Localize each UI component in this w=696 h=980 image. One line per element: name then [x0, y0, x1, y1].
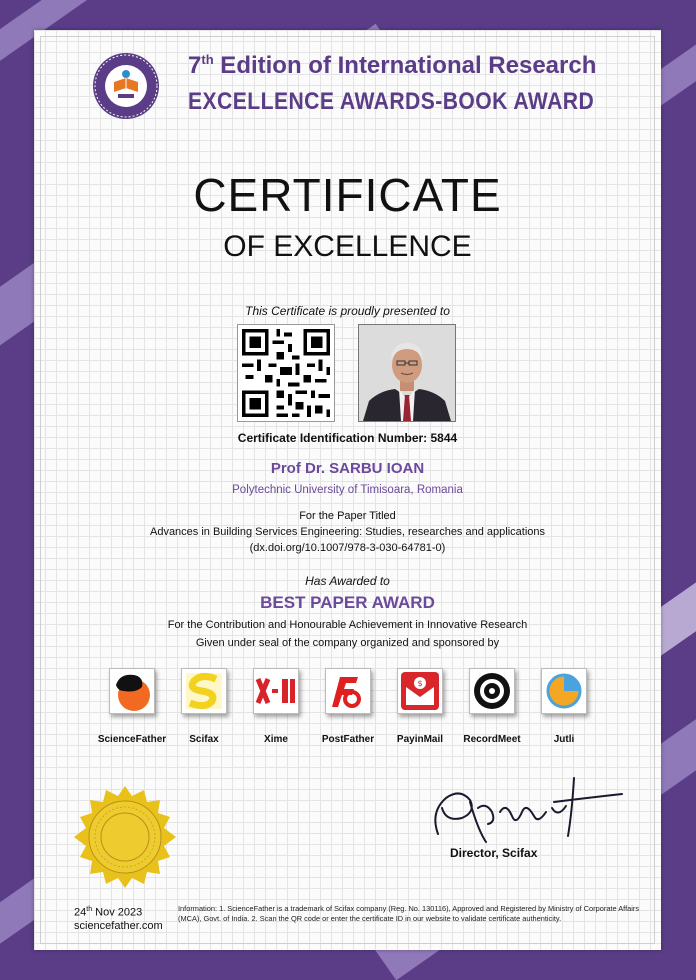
edition-heading: 7th Edition of International Research — [188, 52, 597, 79]
sponsor-xime — [236, 668, 316, 745]
award-intro: Has Awarded to — [305, 574, 390, 588]
award-contribution: For the Contribution and Honourable Achievement in Innovative Research — [167, 619, 528, 631]
footer-information: Information: 1. ScienceFather is a trademark of Scifax company (Reg. No. 130116), Approved and Registered by Ministry of Corporate Affairs (MCA), Govt. of India. 2. Scan the QR code or enter the certificate ID in our website to validate certificate authenticity. — [178, 904, 640, 923]
certificate-subtitle: OF EXCELLENCE — [223, 230, 472, 263]
xime-logo-icon — [254, 669, 298, 713]
sponsor-label: PayinMail — [396, 734, 444, 745]
director-signature — [426, 772, 626, 852]
jutli-logo-icon — [542, 669, 586, 713]
issue-date: 24th Nov 2023 — [74, 906, 143, 919]
sponsor-scifax — [164, 668, 244, 745]
gold-seal-icon — [72, 784, 178, 890]
sponsor-label: Xime — [264, 734, 288, 745]
sponsor-sciencefather — [92, 668, 172, 745]
postfather-logo-icon — [326, 669, 370, 713]
paper-intro: For the Paper Titled — [299, 510, 396, 522]
sponsor-label: ScienceFather — [97, 734, 167, 745]
paper-title: Advances in Building Services Engineering: Studies, researches and applications — [149, 526, 545, 538]
sciencefather-logo-icon — [110, 669, 154, 713]
award-name: BEST PAPER AWARD — [260, 593, 435, 612]
award-seal-text: Given under seal of the company organized and sponsored by — [195, 637, 500, 649]
sponsor-label: Jutli — [553, 734, 575, 745]
svg-text:$: $ — [417, 679, 423, 688]
certificate-paper — [34, 30, 661, 950]
sponsor-payinmail — [380, 668, 460, 745]
sponsor-label: PostFather — [321, 734, 375, 745]
sponsor-postfather — [308, 668, 388, 745]
sponsor-label: RecordMeet — [463, 734, 521, 745]
certificate-title: CERTIFICATE — [193, 169, 502, 221]
paper-doi: (dx.doi.org/10.1007/978-3-030-64781-0) — [249, 542, 446, 554]
website-link[interactable]: sciencefather.com — [74, 920, 163, 932]
scifax-logo-icon — [182, 669, 226, 713]
director-title: Director, Scifax — [450, 846, 538, 860]
qr-code-icon[interactable] — [237, 324, 335, 422]
recipient-affiliation: Polytechnic University of Timisoara, Romania — [232, 484, 463, 496]
recipient-name: Prof Dr. SARBU IOAN — [270, 460, 425, 477]
sponsor-label: Scifax — [189, 734, 219, 745]
recipient-photo — [358, 324, 456, 422]
payinmail-logo-icon — [398, 669, 442, 713]
sponsor-recordmeet — [452, 668, 532, 745]
presented-text: This Certificate is proudly presented to — [245, 304, 450, 318]
award-heading: EXCELLENCE AWARDS-BOOK AWARD — [188, 88, 595, 115]
sponsor-jutli — [524, 668, 604, 745]
research-book-awards-logo-icon — [92, 52, 160, 120]
recordmeet-logo-icon — [470, 669, 514, 713]
certificate-id: Certificate Identification Number: 5844 — [237, 431, 458, 445]
